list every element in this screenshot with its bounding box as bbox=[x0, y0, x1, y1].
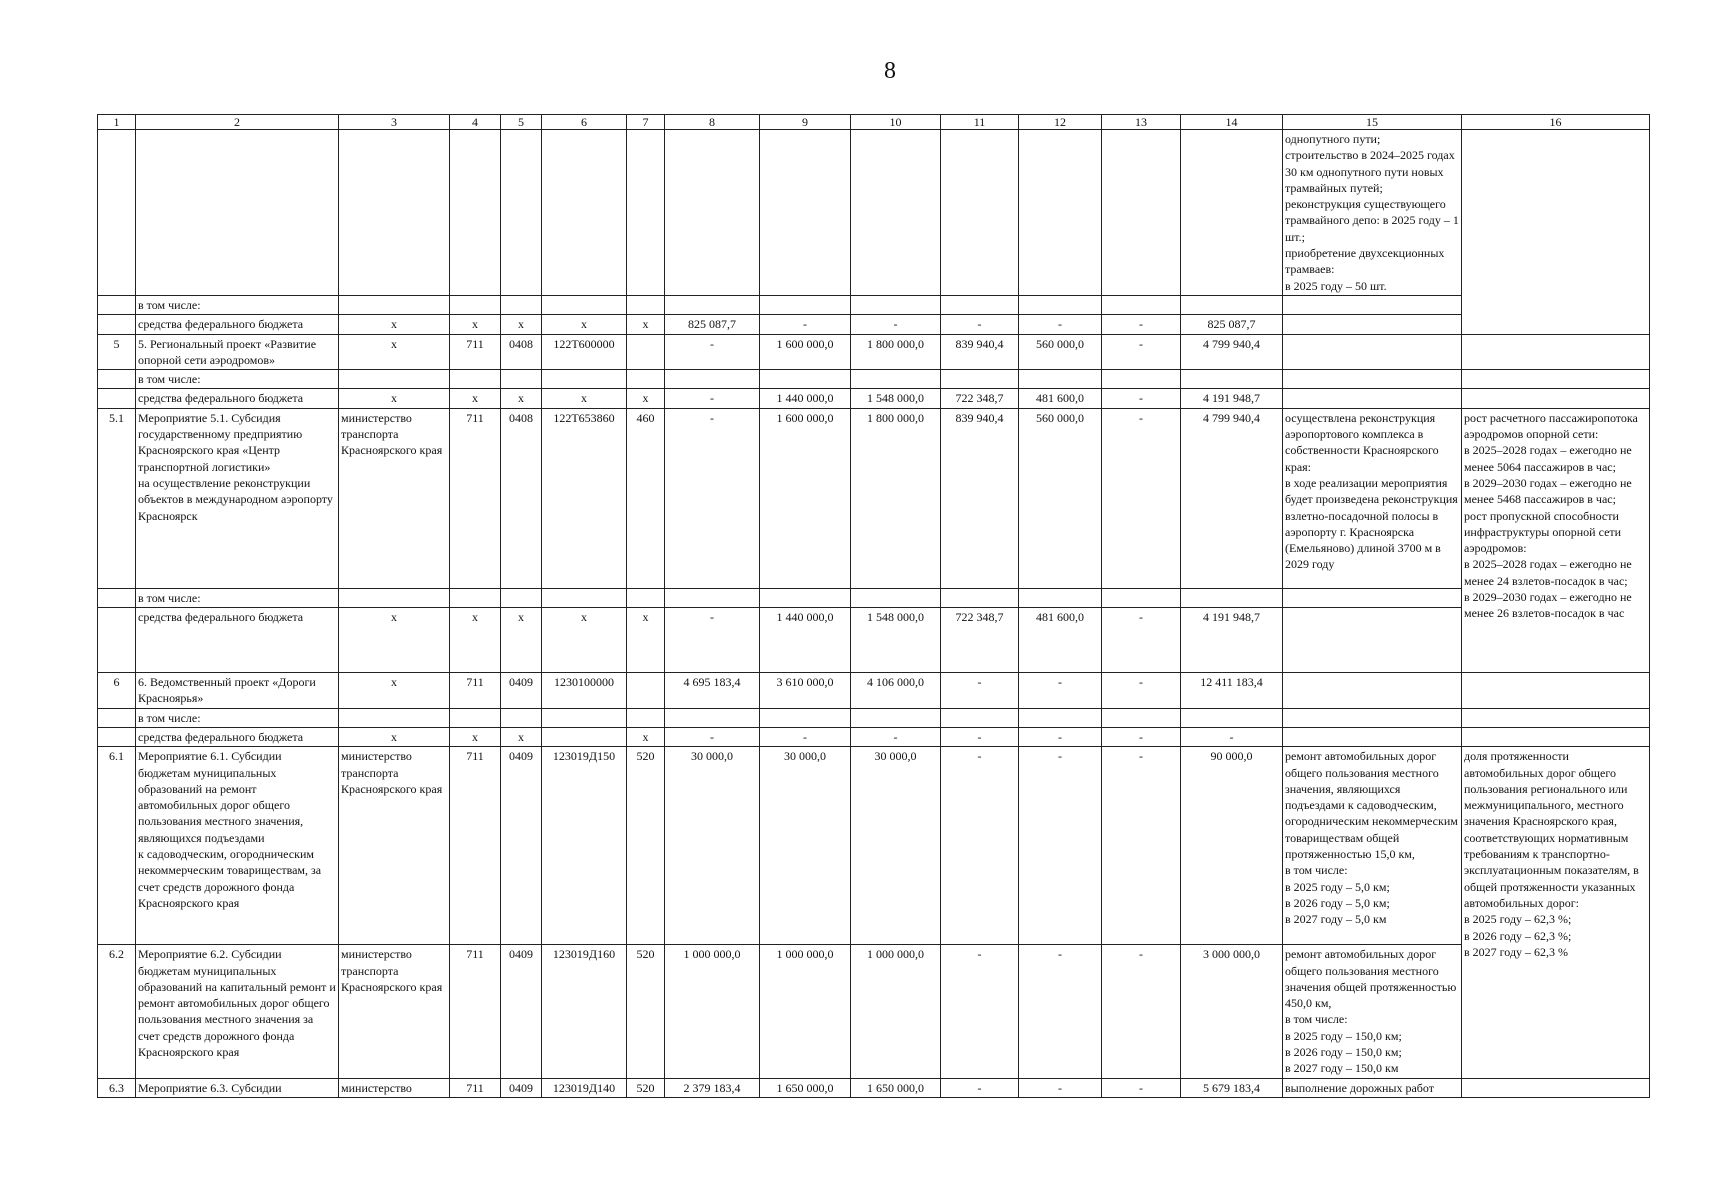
table-row bbox=[98, 408, 1650, 588]
table-row bbox=[98, 315, 1650, 334]
table-cell bbox=[760, 588, 851, 607]
table-cell: 3 000 000,0 bbox=[1181, 945, 1283, 1078]
table-cell bbox=[450, 130, 501, 296]
table-cell bbox=[1462, 1078, 1650, 1097]
table-cell: 0409 bbox=[501, 945, 542, 1078]
table-cell bbox=[1462, 389, 1650, 408]
table-cell: x bbox=[339, 389, 450, 408]
table-cell: - bbox=[665, 334, 760, 370]
table-cell: x bbox=[339, 608, 450, 673]
table-cell bbox=[339, 130, 450, 296]
table-cell bbox=[1019, 295, 1102, 314]
table-cell: Мероприятие 5.1. Субсидия государственному предприятию Красноярского края «Центр транспортной логистики» на осуществление реконструкции объектов в международном аэропорту Красноярск bbox=[136, 408, 339, 588]
table-cell: 481 600,0 bbox=[1019, 608, 1102, 673]
table-cell: - bbox=[941, 673, 1019, 709]
table-row bbox=[98, 708, 1650, 727]
table-cell: 90 000,0 bbox=[1181, 747, 1283, 945]
table-cell bbox=[450, 370, 501, 389]
header-cell: 16 bbox=[1462, 115, 1650, 130]
table-cell: 839 940,4 bbox=[941, 408, 1019, 588]
table-cell: - bbox=[665, 408, 760, 588]
table-cell bbox=[1181, 295, 1283, 314]
table-cell: осуществлена реконструкция аэропортового комплекса в собственности Красноярского края: в ходе реализации мероприятия будет произведена реконструкция взлетно-посадочной полосы в аэропорту г. Красноярска (Емельяново) длиной 3700 м в 2029 году bbox=[1283, 408, 1462, 588]
table-cell bbox=[339, 708, 450, 727]
table-cell bbox=[1102, 588, 1181, 607]
table-cell: 6.2 bbox=[98, 945, 136, 1078]
table-cell bbox=[542, 588, 627, 607]
table-cell: средства федерального бюджета bbox=[136, 315, 339, 334]
table-cell bbox=[339, 370, 450, 389]
table-cell: 1230100000 bbox=[542, 673, 627, 709]
table-cell: - bbox=[1019, 727, 1102, 746]
table-cell bbox=[542, 295, 627, 314]
table-cell: 1 600 000,0 bbox=[760, 408, 851, 588]
table-cell bbox=[851, 708, 941, 727]
header-cell: 1 bbox=[98, 115, 136, 130]
table-cell: 481 600,0 bbox=[1019, 389, 1102, 408]
table-cell: Мероприятие 6.2. Субсидии бюджетам муниципальных образований на капитальный ремонт и ремонт автомобильных дорог общего пользования местного значения за счет средств дорожного фонда Красноярского края bbox=[136, 945, 339, 1078]
table-cell: выполнение дорожных работ bbox=[1283, 1078, 1462, 1097]
header-cell: 7 bbox=[627, 115, 665, 130]
table-cell bbox=[851, 130, 941, 296]
table-cell: 711 bbox=[450, 334, 501, 370]
table-cell: 4 695 183,4 bbox=[665, 673, 760, 709]
table-cell bbox=[542, 708, 627, 727]
table-cell: 1 800 000,0 bbox=[851, 408, 941, 588]
table-row bbox=[98, 370, 1650, 389]
table-cell: x bbox=[450, 315, 501, 334]
budget-table bbox=[97, 114, 1650, 1098]
table-cell: - bbox=[1019, 945, 1102, 1078]
table-cell: Мероприятие 6.1. Субсидии бюджетам муниципальных образований на ремонт автомобильных дорог общего пользования местного значения, являющихся подъездами к садоводческим, огородническим некоммерческим товариществам, за счет средств дорожного фонда Красноярского края bbox=[136, 747, 339, 945]
table-cell: 1 650 000,0 bbox=[760, 1078, 851, 1097]
table-cell: 520 bbox=[627, 945, 665, 1078]
table-cell bbox=[98, 370, 136, 389]
table-row bbox=[98, 130, 1650, 296]
table-cell: 4 799 940,4 bbox=[1181, 408, 1283, 588]
table-cell: x bbox=[450, 389, 501, 408]
table-cell bbox=[1462, 370, 1650, 389]
header-cell: 13 bbox=[1102, 115, 1181, 130]
table-cell: министерство транспорта Красноярского края bbox=[339, 408, 450, 588]
table-cell bbox=[1283, 673, 1462, 709]
table-cell: 4 106 000,0 bbox=[851, 673, 941, 709]
header-cell: 3 bbox=[339, 115, 450, 130]
table-cell: ремонт автомобильных дорог общего пользования местного значения общей протяженностью 450,0 км, в том числе: в 2025 году – 150,0 км; в 2026 году – 150,0 км; в 2027 году – 150,0 км bbox=[1283, 945, 1462, 1078]
table-cell: 5.1 bbox=[98, 408, 136, 588]
table-row bbox=[98, 608, 1650, 673]
table-cell: 6.1 bbox=[98, 747, 136, 945]
table-cell bbox=[941, 588, 1019, 607]
table-cell bbox=[1283, 588, 1462, 607]
table-cell: 825 087,7 bbox=[665, 315, 760, 334]
table-cell bbox=[627, 588, 665, 607]
table-cell bbox=[98, 608, 136, 673]
table-cell: - bbox=[760, 727, 851, 746]
table-cell: x bbox=[627, 389, 665, 408]
table-row bbox=[98, 295, 1650, 314]
table-cell bbox=[1019, 708, 1102, 727]
table-cell: - bbox=[851, 315, 941, 334]
table-cell: Мероприятие 6.3. Субсидии bbox=[136, 1078, 339, 1097]
table-cell bbox=[450, 295, 501, 314]
table-cell: 520 bbox=[627, 747, 665, 945]
table-cell: 2 379 183,4 bbox=[665, 1078, 760, 1097]
table-cell bbox=[1462, 130, 1650, 335]
table-cell bbox=[98, 295, 136, 314]
table-cell bbox=[1019, 370, 1102, 389]
table-cell bbox=[941, 295, 1019, 314]
table-cell: 6. Ведомственный проект «Дороги Красноярья» bbox=[136, 673, 339, 709]
table-cell bbox=[1462, 673, 1650, 709]
table-cell: - bbox=[1102, 747, 1181, 945]
table-cell: x bbox=[339, 315, 450, 334]
table-cell: 30 000,0 bbox=[665, 747, 760, 945]
table-cell bbox=[339, 295, 450, 314]
table-row bbox=[98, 1078, 1650, 1097]
table-cell: x bbox=[501, 315, 542, 334]
table-cell: x bbox=[450, 727, 501, 746]
table-cell bbox=[1019, 130, 1102, 296]
table-cell: x bbox=[339, 673, 450, 709]
table-cell bbox=[501, 708, 542, 727]
table-cell bbox=[627, 295, 665, 314]
table-cell: 4 799 940,4 bbox=[1181, 334, 1283, 370]
table-cell bbox=[1462, 334, 1650, 370]
table-cell bbox=[941, 708, 1019, 727]
table-cell bbox=[1102, 130, 1181, 296]
table-cell bbox=[1102, 295, 1181, 314]
table-cell: - bbox=[760, 315, 851, 334]
table-cell: в том числе: bbox=[136, 708, 339, 727]
table-cell bbox=[1462, 727, 1650, 746]
table-cell: 711 bbox=[450, 673, 501, 709]
table-cell: - bbox=[1102, 389, 1181, 408]
table-cell: x bbox=[627, 315, 665, 334]
table-cell: x bbox=[501, 608, 542, 673]
table-cell: x bbox=[542, 389, 627, 408]
header-cell: 2 bbox=[136, 115, 339, 130]
table-cell bbox=[627, 673, 665, 709]
table-cell bbox=[851, 588, 941, 607]
table-cell: доля протяженности автомобильных дорог общего пользования регионального или межмуниципального, местного значения Красноярского края, соответствующих нормативным требованиям к транспортно-эксплуатационным показателям, в общей протяженности указанных автомобильных дорог: в 2025 году – 62,3 %; в 2026 году – 62,3 %; в 2027 году – 62,3 % bbox=[1462, 747, 1650, 1078]
table-cell: 0409 bbox=[501, 747, 542, 945]
table-row bbox=[98, 588, 1650, 607]
table-cell: - bbox=[941, 945, 1019, 1078]
table-cell bbox=[1019, 588, 1102, 607]
table-cell: ремонт автомобильных дорог общего пользования местного значения, являющихся подъездами к садоводческим, огородническим некоммерческим товариществам общей протяженностью 15,0 км, в том числе: в 2025 году – 5,0 км; в 2026 году – 5,0 км; в 2027 году – 5,0 км bbox=[1283, 747, 1462, 945]
table-cell: 6 bbox=[98, 673, 136, 709]
table-cell: x bbox=[339, 727, 450, 746]
table-cell: 4 191 948,7 bbox=[1181, 608, 1283, 673]
table-cell: 560 000,0 bbox=[1019, 408, 1102, 588]
header-row bbox=[98, 115, 1650, 130]
table-row bbox=[98, 389, 1650, 408]
table-cell: - bbox=[941, 727, 1019, 746]
table-cell: - bbox=[1019, 747, 1102, 945]
table-cell bbox=[1181, 130, 1283, 296]
table-cell: в том числе: bbox=[136, 295, 339, 314]
table-cell: 1 440 000,0 bbox=[760, 608, 851, 673]
table-cell bbox=[941, 370, 1019, 389]
table-cell: 3 610 000,0 bbox=[760, 673, 851, 709]
table-cell: 1 548 000,0 bbox=[851, 389, 941, 408]
table-cell: - bbox=[941, 747, 1019, 945]
table-cell: 560 000,0 bbox=[1019, 334, 1102, 370]
table-cell: 30 000,0 bbox=[760, 747, 851, 945]
table-cell bbox=[501, 295, 542, 314]
table-cell bbox=[760, 130, 851, 296]
table-cell: - bbox=[1102, 673, 1181, 709]
table-cell bbox=[450, 708, 501, 727]
table-cell: x bbox=[501, 727, 542, 746]
table-cell: 6.3 bbox=[98, 1078, 136, 1097]
table-cell bbox=[665, 370, 760, 389]
table-cell bbox=[665, 295, 760, 314]
table-cell bbox=[1283, 608, 1462, 673]
table-row bbox=[98, 727, 1650, 746]
table-cell: 1 440 000,0 bbox=[760, 389, 851, 408]
table-cell: 12 411 183,4 bbox=[1181, 673, 1283, 709]
table-cell bbox=[98, 389, 136, 408]
table-cell bbox=[627, 130, 665, 296]
table-cell bbox=[851, 295, 941, 314]
table-cell bbox=[941, 130, 1019, 296]
table-cell bbox=[760, 708, 851, 727]
table-cell: 123019Д150 bbox=[542, 747, 627, 945]
table-cell bbox=[450, 588, 501, 607]
table-cell bbox=[665, 130, 760, 296]
table-cell: средства федерального бюджета bbox=[136, 727, 339, 746]
table-cell bbox=[1181, 588, 1283, 607]
table-cell: - bbox=[1102, 334, 1181, 370]
table-cell bbox=[542, 727, 627, 746]
table-cell: 520 bbox=[627, 1078, 665, 1097]
table-cell bbox=[627, 334, 665, 370]
table-cell: - bbox=[1019, 673, 1102, 709]
table-cell: 0408 bbox=[501, 334, 542, 370]
table-cell: - bbox=[941, 1078, 1019, 1097]
table-cell bbox=[98, 588, 136, 607]
table-cell: министерство транспорта Красноярского края bbox=[339, 747, 450, 945]
table-cell: 1 000 000,0 bbox=[665, 945, 760, 1078]
header-cell: 5 bbox=[501, 115, 542, 130]
table-cell: - bbox=[1181, 727, 1283, 746]
table-cell bbox=[136, 130, 339, 296]
table-cell: 5. Региональный проект «Развитие опорной сети аэродромов» bbox=[136, 334, 339, 370]
table-cell: 1 800 000,0 bbox=[851, 334, 941, 370]
header-cell: 10 bbox=[851, 115, 941, 130]
table-cell: 0409 bbox=[501, 1078, 542, 1097]
table-cell: 123019Д160 bbox=[542, 945, 627, 1078]
table-cell bbox=[851, 370, 941, 389]
table-cell: 122Т653860 bbox=[542, 408, 627, 588]
table-cell: 1 000 000,0 bbox=[851, 945, 941, 1078]
table-cell: средства федерального бюджета bbox=[136, 389, 339, 408]
table-cell: средства федерального бюджета bbox=[136, 608, 339, 673]
table-cell: - bbox=[1102, 727, 1181, 746]
table-cell: - bbox=[665, 389, 760, 408]
table-cell: 460 bbox=[627, 408, 665, 588]
table-cell bbox=[339, 588, 450, 607]
table-cell bbox=[1181, 708, 1283, 727]
table-cell: - bbox=[1102, 608, 1181, 673]
table-cell bbox=[542, 370, 627, 389]
table-row bbox=[98, 334, 1650, 370]
table-cell bbox=[98, 315, 136, 334]
table-cell bbox=[1181, 370, 1283, 389]
table-cell: - bbox=[1102, 315, 1181, 334]
table-cell: x bbox=[339, 334, 450, 370]
page-number: 8 bbox=[884, 58, 896, 84]
table-cell: министерство bbox=[339, 1078, 450, 1097]
table-cell bbox=[665, 588, 760, 607]
table-cell: - bbox=[665, 608, 760, 673]
table-cell: 0408 bbox=[501, 408, 542, 588]
table-cell: 711 bbox=[450, 408, 501, 588]
table-row bbox=[98, 747, 1650, 945]
table-cell: - bbox=[1019, 1078, 1102, 1097]
table-cell: x bbox=[450, 608, 501, 673]
table-cell: x bbox=[627, 608, 665, 673]
table-cell: 5 679 183,4 bbox=[1181, 1078, 1283, 1097]
table-cell: в том числе: bbox=[136, 588, 339, 607]
table-cell bbox=[501, 370, 542, 389]
header-cell: 14 bbox=[1181, 115, 1283, 130]
table-cell: 722 348,7 bbox=[941, 608, 1019, 673]
table-row bbox=[98, 673, 1650, 709]
table-cell: x bbox=[501, 389, 542, 408]
table-cell bbox=[1283, 727, 1462, 746]
table-cell: 5 bbox=[98, 334, 136, 370]
table-cell: 825 087,7 bbox=[1181, 315, 1283, 334]
table-cell bbox=[665, 708, 760, 727]
table-cell bbox=[501, 130, 542, 296]
table-cell bbox=[542, 130, 627, 296]
table-cell bbox=[760, 370, 851, 389]
table-cell bbox=[1283, 315, 1462, 334]
table-cell: x bbox=[627, 727, 665, 746]
table-cell: 123019Д140 bbox=[542, 1078, 627, 1097]
table-cell bbox=[760, 295, 851, 314]
table-cell bbox=[1102, 370, 1181, 389]
table-cell bbox=[1283, 370, 1462, 389]
table-cell: 711 bbox=[450, 945, 501, 1078]
table-cell: - bbox=[1102, 408, 1181, 588]
table-cell: 711 bbox=[450, 747, 501, 945]
table-cell: - bbox=[665, 727, 760, 746]
table-cell: 1 650 000,0 bbox=[851, 1078, 941, 1097]
header-cell: 15 bbox=[1283, 115, 1462, 130]
header-cell: 8 bbox=[665, 115, 760, 130]
table-cell bbox=[1283, 334, 1462, 370]
table-cell bbox=[1462, 708, 1650, 727]
table-cell bbox=[98, 708, 136, 727]
table-cell: 839 940,4 bbox=[941, 334, 1019, 370]
table-cell: министерство транспорта Красноярского края bbox=[339, 945, 450, 1078]
table-cell: рост расчетного пассажиропотока аэродромов опорной сети: в 2025–2028 годах – ежегодно не менее 5064 пассажиров в час; в 2029–2030 годах – ежегодно не менее 5468 пассажиров в час; рост пропускной способности инфраструктуры опорной сети аэродромов: в 2025–2028 годах – ежегодно не менее 24 взлетов-посадок в час; в 2029–2030 годах – ежегодно не менее 26 взлетов-посадок в час bbox=[1462, 408, 1650, 672]
table-cell: 1 000 000,0 bbox=[760, 945, 851, 1078]
table-cell bbox=[1283, 295, 1462, 314]
table-cell bbox=[1283, 708, 1462, 727]
table-cell: 1 548 000,0 bbox=[851, 608, 941, 673]
table-cell: 711 bbox=[450, 1078, 501, 1097]
table-cell: 4 191 948,7 bbox=[1181, 389, 1283, 408]
header-cell: 9 bbox=[760, 115, 851, 130]
table-cell: - bbox=[851, 727, 941, 746]
table-cell bbox=[1283, 389, 1462, 408]
table-cell: - bbox=[1019, 315, 1102, 334]
table-cell bbox=[1102, 708, 1181, 727]
table-cell bbox=[627, 370, 665, 389]
header-cell: 11 bbox=[941, 115, 1019, 130]
table-cell: 0409 bbox=[501, 673, 542, 709]
header-cell: 4 bbox=[450, 115, 501, 130]
header-cell: 6 bbox=[542, 115, 627, 130]
table-cell: - bbox=[1102, 1078, 1181, 1097]
table-cell bbox=[501, 588, 542, 607]
table-cell: 30 000,0 bbox=[851, 747, 941, 945]
table-cell: 122Т600000 bbox=[542, 334, 627, 370]
table-cell: x bbox=[542, 315, 627, 334]
table-cell bbox=[98, 727, 136, 746]
table-cell: - bbox=[1102, 945, 1181, 1078]
table-cell: x bbox=[542, 608, 627, 673]
table-cell bbox=[98, 130, 136, 296]
table-cell: в том числе: bbox=[136, 370, 339, 389]
table-cell: - bbox=[941, 315, 1019, 334]
table-row bbox=[98, 945, 1650, 1078]
table-cell: однопутного пути; строительство в 2024–2025 годах 30 км однопутного пути новых трамвайных путей; реконструкция существующего трамвайного депо: в 2025 году – 1 шт.; приобретение двухсекционных трамваев: в 2025 году – 50 шт. bbox=[1283, 130, 1462, 296]
header-cell: 12 bbox=[1019, 115, 1102, 130]
table-cell: 1 600 000,0 bbox=[760, 334, 851, 370]
table-cell bbox=[627, 708, 665, 727]
table-cell: 722 348,7 bbox=[941, 389, 1019, 408]
